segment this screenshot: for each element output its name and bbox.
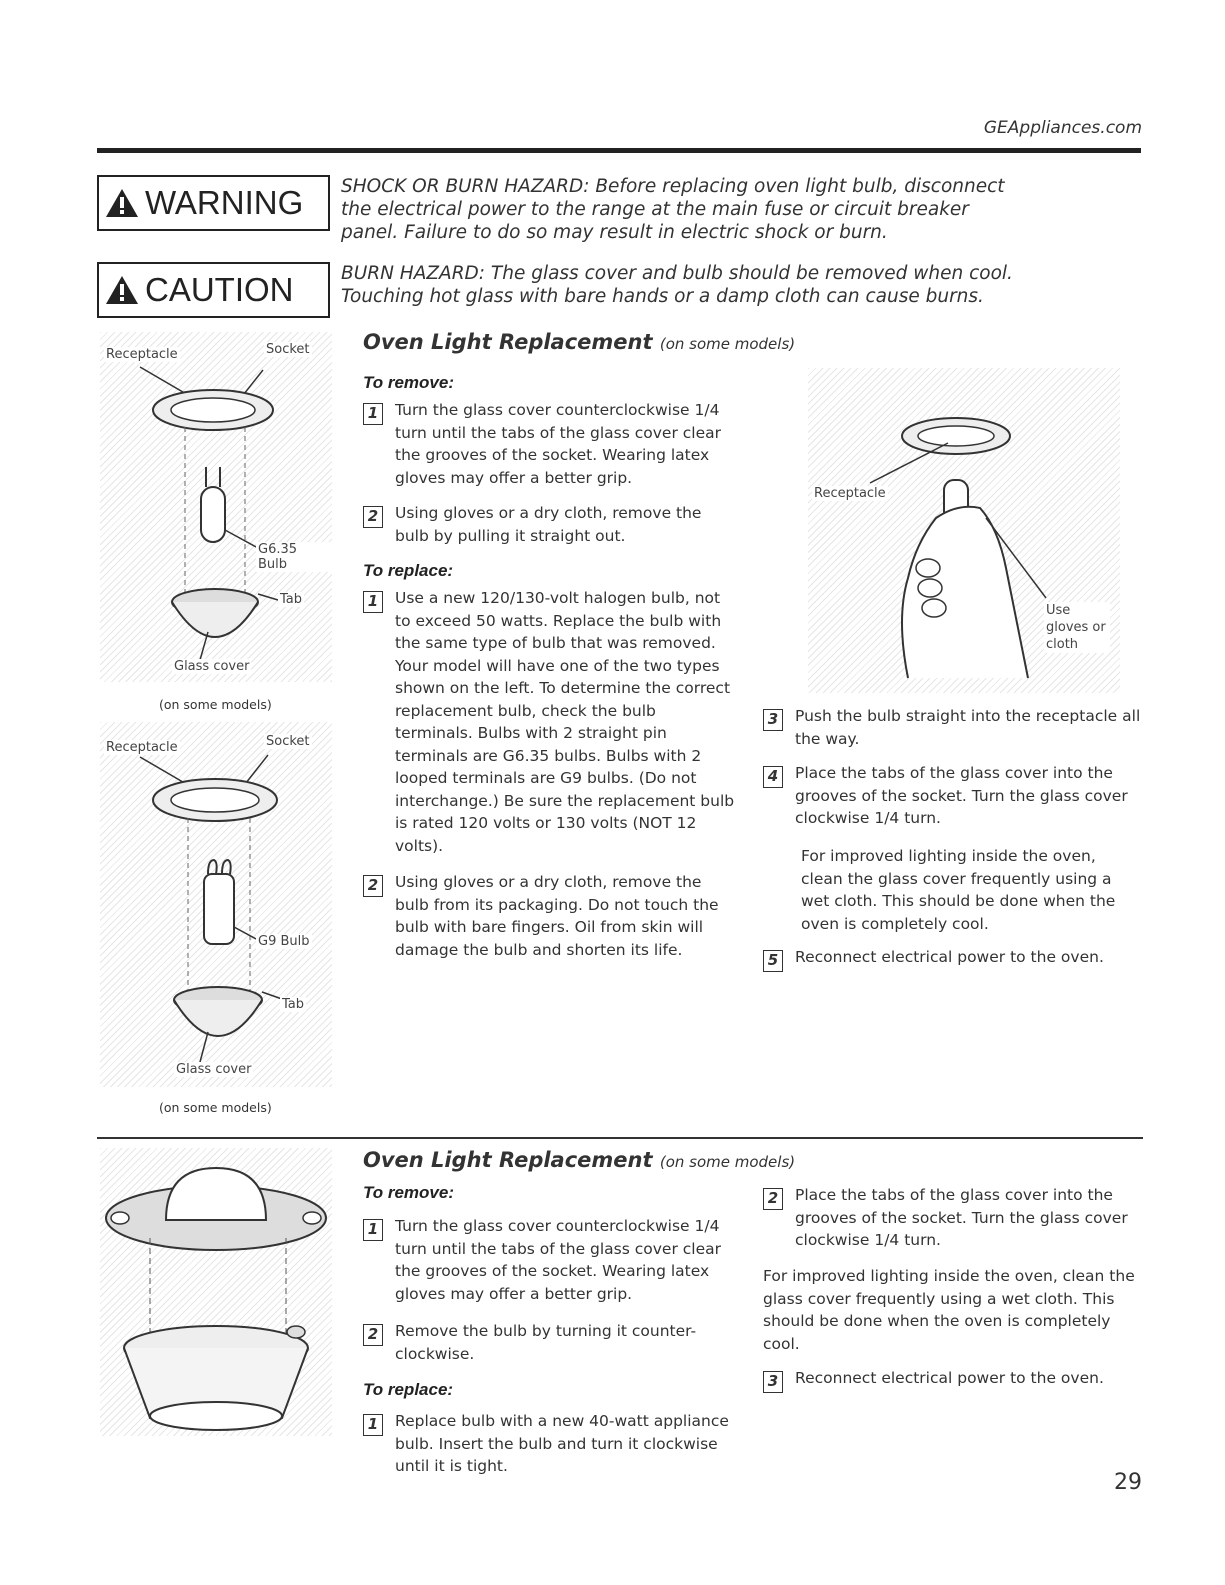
step-text: Place the tabs of the glass cover into the grooves of the socket. Turn the glass cover clockwise 1/4 turn. <box>795 764 1128 827</box>
step-number: 1 <box>363 1219 383 1241</box>
warning-triangle-icon <box>105 188 139 218</box>
header-rule <box>97 148 1141 153</box>
step-text: Using gloves or a dry cloth, remove the bulb by pulling it straight out. <box>395 504 702 545</box>
step-text: Place the tabs of the glass cover into the grooves of the socket. Turn the glass cover clockwise 1/4 turn. <box>795 1186 1128 1249</box>
receptacle-label: Receptacle <box>814 486 886 501</box>
warning-triangle-icon <box>105 275 139 305</box>
reconnect-step <box>763 1367 1143 1393</box>
bulb-insertion-diagram <box>808 368 1120 693</box>
socket-label: Socket <box>266 342 310 357</box>
step-text: Use a new 120/130-volt halogen bulb, not to exceed 50 watts. Replace the bulb with the same type of bulb that was removed. Your model will have one of the two types shown on the left. To determine the correct replacement bulb, check the bulb terminals. Bulbs with 2 straight pin terminals are G6.35 bulbs. Bulbs with 2 looped terminals are G9 bulbs. (Do not interchange.) Be sure the replacement bulb is rated 120 volts or 130 volts (NOT 12 volts). <box>395 589 735 855</box>
caution-label: CAUTION <box>145 271 294 308</box>
socket-label: Socket <box>266 734 310 749</box>
bulb-label: G9 Bulb <box>258 934 310 949</box>
caution-text: BURN HAZARD: The glass cover and bulb should be removed when cool. Touching hot glass with bare hands or a damp cloth can cause burns. <box>341 263 1013 307</box>
step-number: 1 <box>363 591 383 613</box>
g635-bulb-diagram <box>100 332 332 682</box>
replace-step <box>763 1184 1143 1252</box>
step-text: Turn the glass cover counterclockwise 1/4 turn until the tabs of the glass cover clear the grooves of the socket. Wearing latex gloves may offer a better grip. <box>395 401 721 487</box>
page-number: 29 <box>1114 1470 1142 1495</box>
step-number: 2 <box>363 506 383 528</box>
replace-step <box>363 871 738 961</box>
replace-step <box>763 705 1143 750</box>
receptacle-label: Receptacle <box>106 740 178 755</box>
to-replace-heading: To replace: <box>363 1380 454 1399</box>
site-url: GEAppliances.com <box>983 118 1142 138</box>
step-number: 3 <box>763 709 783 731</box>
remove-step <box>363 502 738 547</box>
step-number: 1 <box>363 403 383 425</box>
step-number: 2 <box>363 1324 383 1346</box>
step-number: 2 <box>763 1188 783 1210</box>
g9-bulb-diagram <box>100 722 332 1087</box>
cleaning-note: For improved lighting inside the oven, clean the glass cover frequently using a wet cloth. This should be done when the oven is completely cool. <box>763 1267 1135 1353</box>
section-title-text: Oven Light Replacement <box>363 1148 653 1172</box>
section-divider <box>97 1137 1143 1139</box>
gloves-label: Use gloves or cloth <box>1044 602 1110 653</box>
remove-step <box>363 1320 738 1365</box>
step-text: Reconnect electrical power to the oven. <box>795 948 1104 966</box>
warning-text: SHOCK OR BURN HAZARD: Before replacing oven light bulb, disconnect the electrical power to the range at the main fuse or circuit breaker panel. Failure to do so may result in electric shock or burn. <box>341 176 1005 243</box>
section-subtitle: (on some models) <box>659 335 796 353</box>
dome-cover-diagram <box>100 1148 332 1436</box>
step-number: 1 <box>363 1414 383 1436</box>
caution-label-box <box>97 262 330 318</box>
section-title-text: Oven Light Replacement <box>363 330 653 354</box>
glass-cover-label: Glass cover <box>174 659 250 674</box>
section-title <box>363 1148 795 1172</box>
reconnect-step <box>763 946 1143 972</box>
bulb-label: G6.35 Bulb <box>256 542 332 572</box>
replace-step <box>763 762 1143 830</box>
dome-cover-illustration <box>100 1148 332 1436</box>
to-remove-heading: To remove: <box>363 1183 455 1202</box>
step-text: Using gloves or a dry cloth, remove the bulb from its packaging. Do not touch the bulb with bare fingers. Oil from skin will damage the bulb and shorten its life. <box>395 873 719 959</box>
replace-step <box>363 1410 738 1478</box>
step-text: Remove the bulb by turning it counter-clockwise. <box>395 1322 697 1363</box>
tab-label: Tab <box>282 997 305 1012</box>
step-number: 3 <box>763 1371 783 1393</box>
to-replace-heading: To replace: <box>363 561 454 580</box>
figure-caption: (on some models) <box>159 697 272 712</box>
g635-bulb-illustration <box>100 332 332 682</box>
step-text: Reconnect electrical power to the oven. <box>795 1369 1104 1387</box>
remove-step <box>363 1215 738 1305</box>
tab-label: Tab <box>280 592 303 607</box>
section-title <box>363 330 795 354</box>
step-number: 5 <box>763 950 783 972</box>
to-remove-heading: To remove: <box>363 373 455 392</box>
figure-caption: (on some models) <box>159 1100 272 1115</box>
warning-label-box <box>97 175 330 231</box>
step-text: Replace bulb with a new 40-watt appliance bulb. Insert the bulb and turn it clockwise until it is tight. <box>395 1412 729 1475</box>
cleaning-note: For improved lighting inside the oven, clean the glass cover frequently using a wet cloth. This should be done when the oven is completely cool. <box>801 847 1116 933</box>
step-number: 4 <box>763 766 783 788</box>
replace-step <box>363 587 738 857</box>
step-number: 2 <box>363 875 383 897</box>
step-text: Turn the glass cover counterclockwise 1/4 turn until the tabs of the glass cover clear the grooves of the socket. Wearing latex gloves may offer a better grip. <box>395 1217 721 1303</box>
step-text: Push the bulb straight into the receptacle all the way. <box>795 707 1141 748</box>
g9-bulb-illustration <box>100 722 332 1087</box>
receptacle-label: Receptacle <box>106 347 178 362</box>
section-subtitle: (on some models) <box>659 1153 796 1171</box>
warning-label: WARNING <box>145 184 304 221</box>
glass-cover-label: Glass cover <box>176 1062 252 1077</box>
remove-step <box>363 399 738 489</box>
